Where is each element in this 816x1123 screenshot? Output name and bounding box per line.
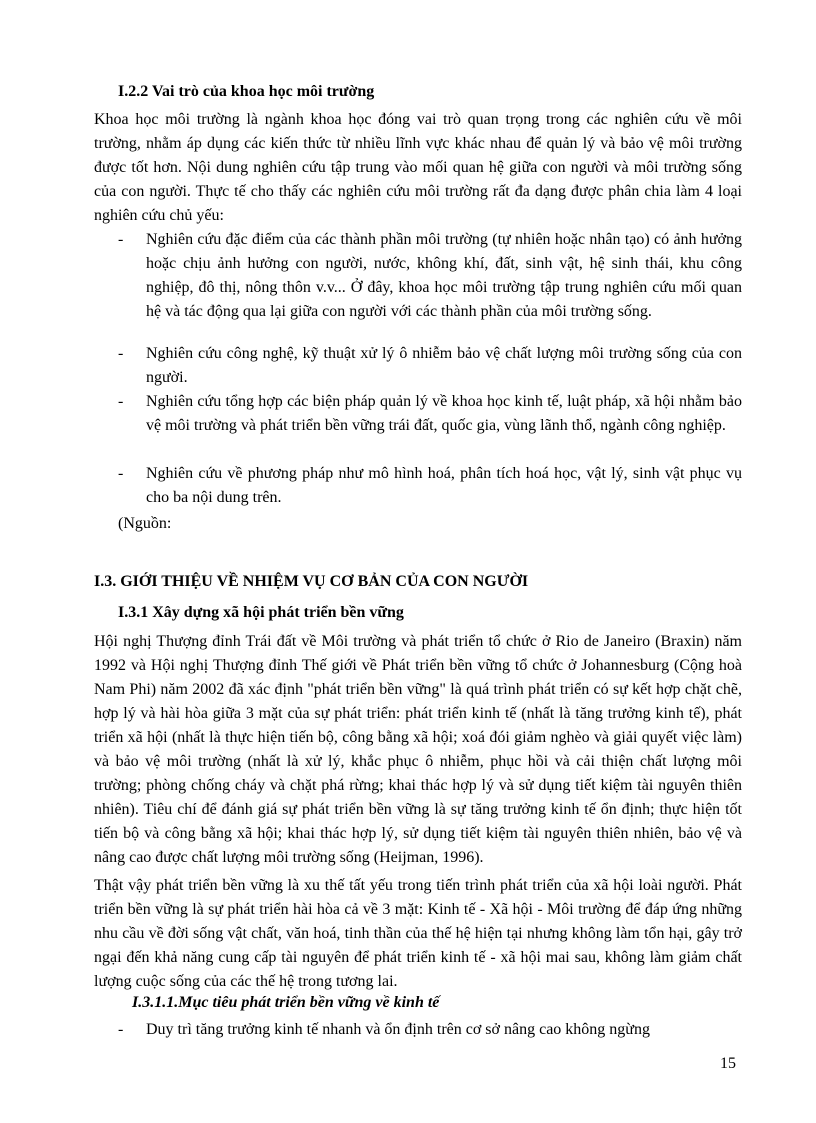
intro-paragraph: Khoa học môi trường là ngành khoa học đóng vai trò quan trọng trong các nghiên cứu về môi trường, nhằm áp dụng các kiến thức từ nhiều lĩnh vực khác nhau để quản lý và bảo vệ môi trường được tốt hơn. Nội dung nghiên cứu tập trung vào mối quan hệ giữa con người và môi trường sống của con người. Thực tế cho thấy các nghiên cứu môi trường rất đa dạng được phân chia làm 4 loại nghiên cứu chủ yếu: xyxy=(94,111,742,224)
list-item-text: Nghiên cứu công nghệ, kỹ thuật xử lý ô nhiễm bảo vệ chất lượng môi trường sống của con người. xyxy=(146,345,742,386)
bullet-dash: - xyxy=(118,1021,124,1038)
subheading-1-3-1-1: I.3.1.1.Mục tiêu phát triển bền vững về kinh tế xyxy=(132,994,440,1011)
subheading-1-3-1: I.3.1 Xây dựng xã hội phát triển bền vững xyxy=(118,604,404,621)
paragraph-sustainable-trend: Thật vậy phát triển bền vững là xu thế tất yếu trong tiến trình phát triển của xã hội loài người. Phát triển bền vững là sự phát triển hài hòa cả về 3 mặt: Kinh tế - Xã hội - Môi trường để đáp ứng những nhu cầu về đời sống vật chất, văn hoá, tinh thần của thế hệ hiện tại nhưng không làm tổn hại, gây trở ngại đến khả năng cung cấp tài nguyên để phát triển kinh tế - xã hội mai sau, không làm giảm chất lượng cuộc sống của các thế hệ trong tương lai. xyxy=(94,877,742,990)
list-item xyxy=(118,228,742,324)
heading-1-2-2: I.2.2 Vai trò của khoa học môi trường xyxy=(118,83,375,100)
bullet-dash: - xyxy=(118,393,124,410)
list-item-text: Nghiên cứu đặc điểm của các thành phần môi trường (tự nhiên hoặc nhân tạo) có ảnh hưởng hoặc chịu ảnh hưởng con người, nước, không khí, đất, sinh vật, hệ sinh thái, khu công nghiệp, đô thị, nông thôn v.v... Ở đây, khoa học môi trường tập trung nghiên cứu mối quan hệ và tác động qua lại giữa con người với các thành phần của môi trường sống. xyxy=(146,231,742,320)
list-item-text: Duy trì tăng trưởng kinh tế nhanh và ổn định trên cơ sở nâng cao không ngừng xyxy=(146,1021,650,1038)
list-item-text: Nghiên cứu về phương pháp như mô hình hoá, phân tích hoá học, vật lý, sinh vật phục vụ cho ba nội dung trên. xyxy=(146,465,742,506)
bullet-dash: - xyxy=(118,345,124,362)
page-number: 15 xyxy=(720,1055,736,1072)
heading-1-3: I.3. GIỚI THIỆU VỀ NHIỆM VỤ CƠ BẢN CỦA CON NGƯỜI xyxy=(94,573,529,590)
bullet-dash: - xyxy=(118,465,124,482)
list-item xyxy=(118,1018,742,1042)
paragraph-sustainable-development: Hội nghị Thượng đỉnh Trái đất về Môi trường và phát triển tổ chức ở Rio de Janeiro (Braxin) năm 1992 và Hội nghị Thượng đỉnh Thế giới về Phát triển bền vững tổ chức ở Johannesburg (Cộng hoà Nam Phi) năm 2002 đã xác định "phát triển bền vững" là quá trình phát triển có sự kết hợp chặt chẽ, hợp lý và hài hòa giữa 3 mặt của sự phát triển: phát triển kinh tế (nhất là tăng trưởng kinh tế), phát triển xã hội (nhất là thực hiện tiến bộ, công bằng xã hội; xoá đói giảm nghèo và giải quyết việc làm) và bảo vệ môi trường (nhất là xử lý, khắc phục ô nhiễm, phục hồi và cải thiện chất lượng môi trường; phòng chống cháy và chặt phá rừng; khai thác hợp lý và sử dụng tiết kiệm tài nguyên thiên nhiên). Tiêu chí để đánh giá sự phát triển bền vững là sự tăng trưởng kinh tế ổn định; thực hiện tốt tiến bộ và công bằng xã hội; khai thác hợp lý, sử dụng tiết kiệm tài nguyên thiên nhiên, bảo vệ và nâng cao được chất lượng môi trường sống (Heijman, 1996). xyxy=(94,633,742,866)
list-item xyxy=(118,462,742,510)
list-item-text: Nghiên cứu tổng hợp các biện pháp quản lý về khoa học kinh tế, luật pháp, xã hội nhằm bảo vệ môi trường và phát triển bền vững trái đất, quốc gia, vùng lãnh thổ, ngành công nghiệp. xyxy=(146,393,742,434)
list-item xyxy=(118,342,742,390)
bullet-dash: - xyxy=(118,231,124,248)
source-note: (Nguồn: xyxy=(118,515,172,532)
list-item xyxy=(118,390,742,438)
